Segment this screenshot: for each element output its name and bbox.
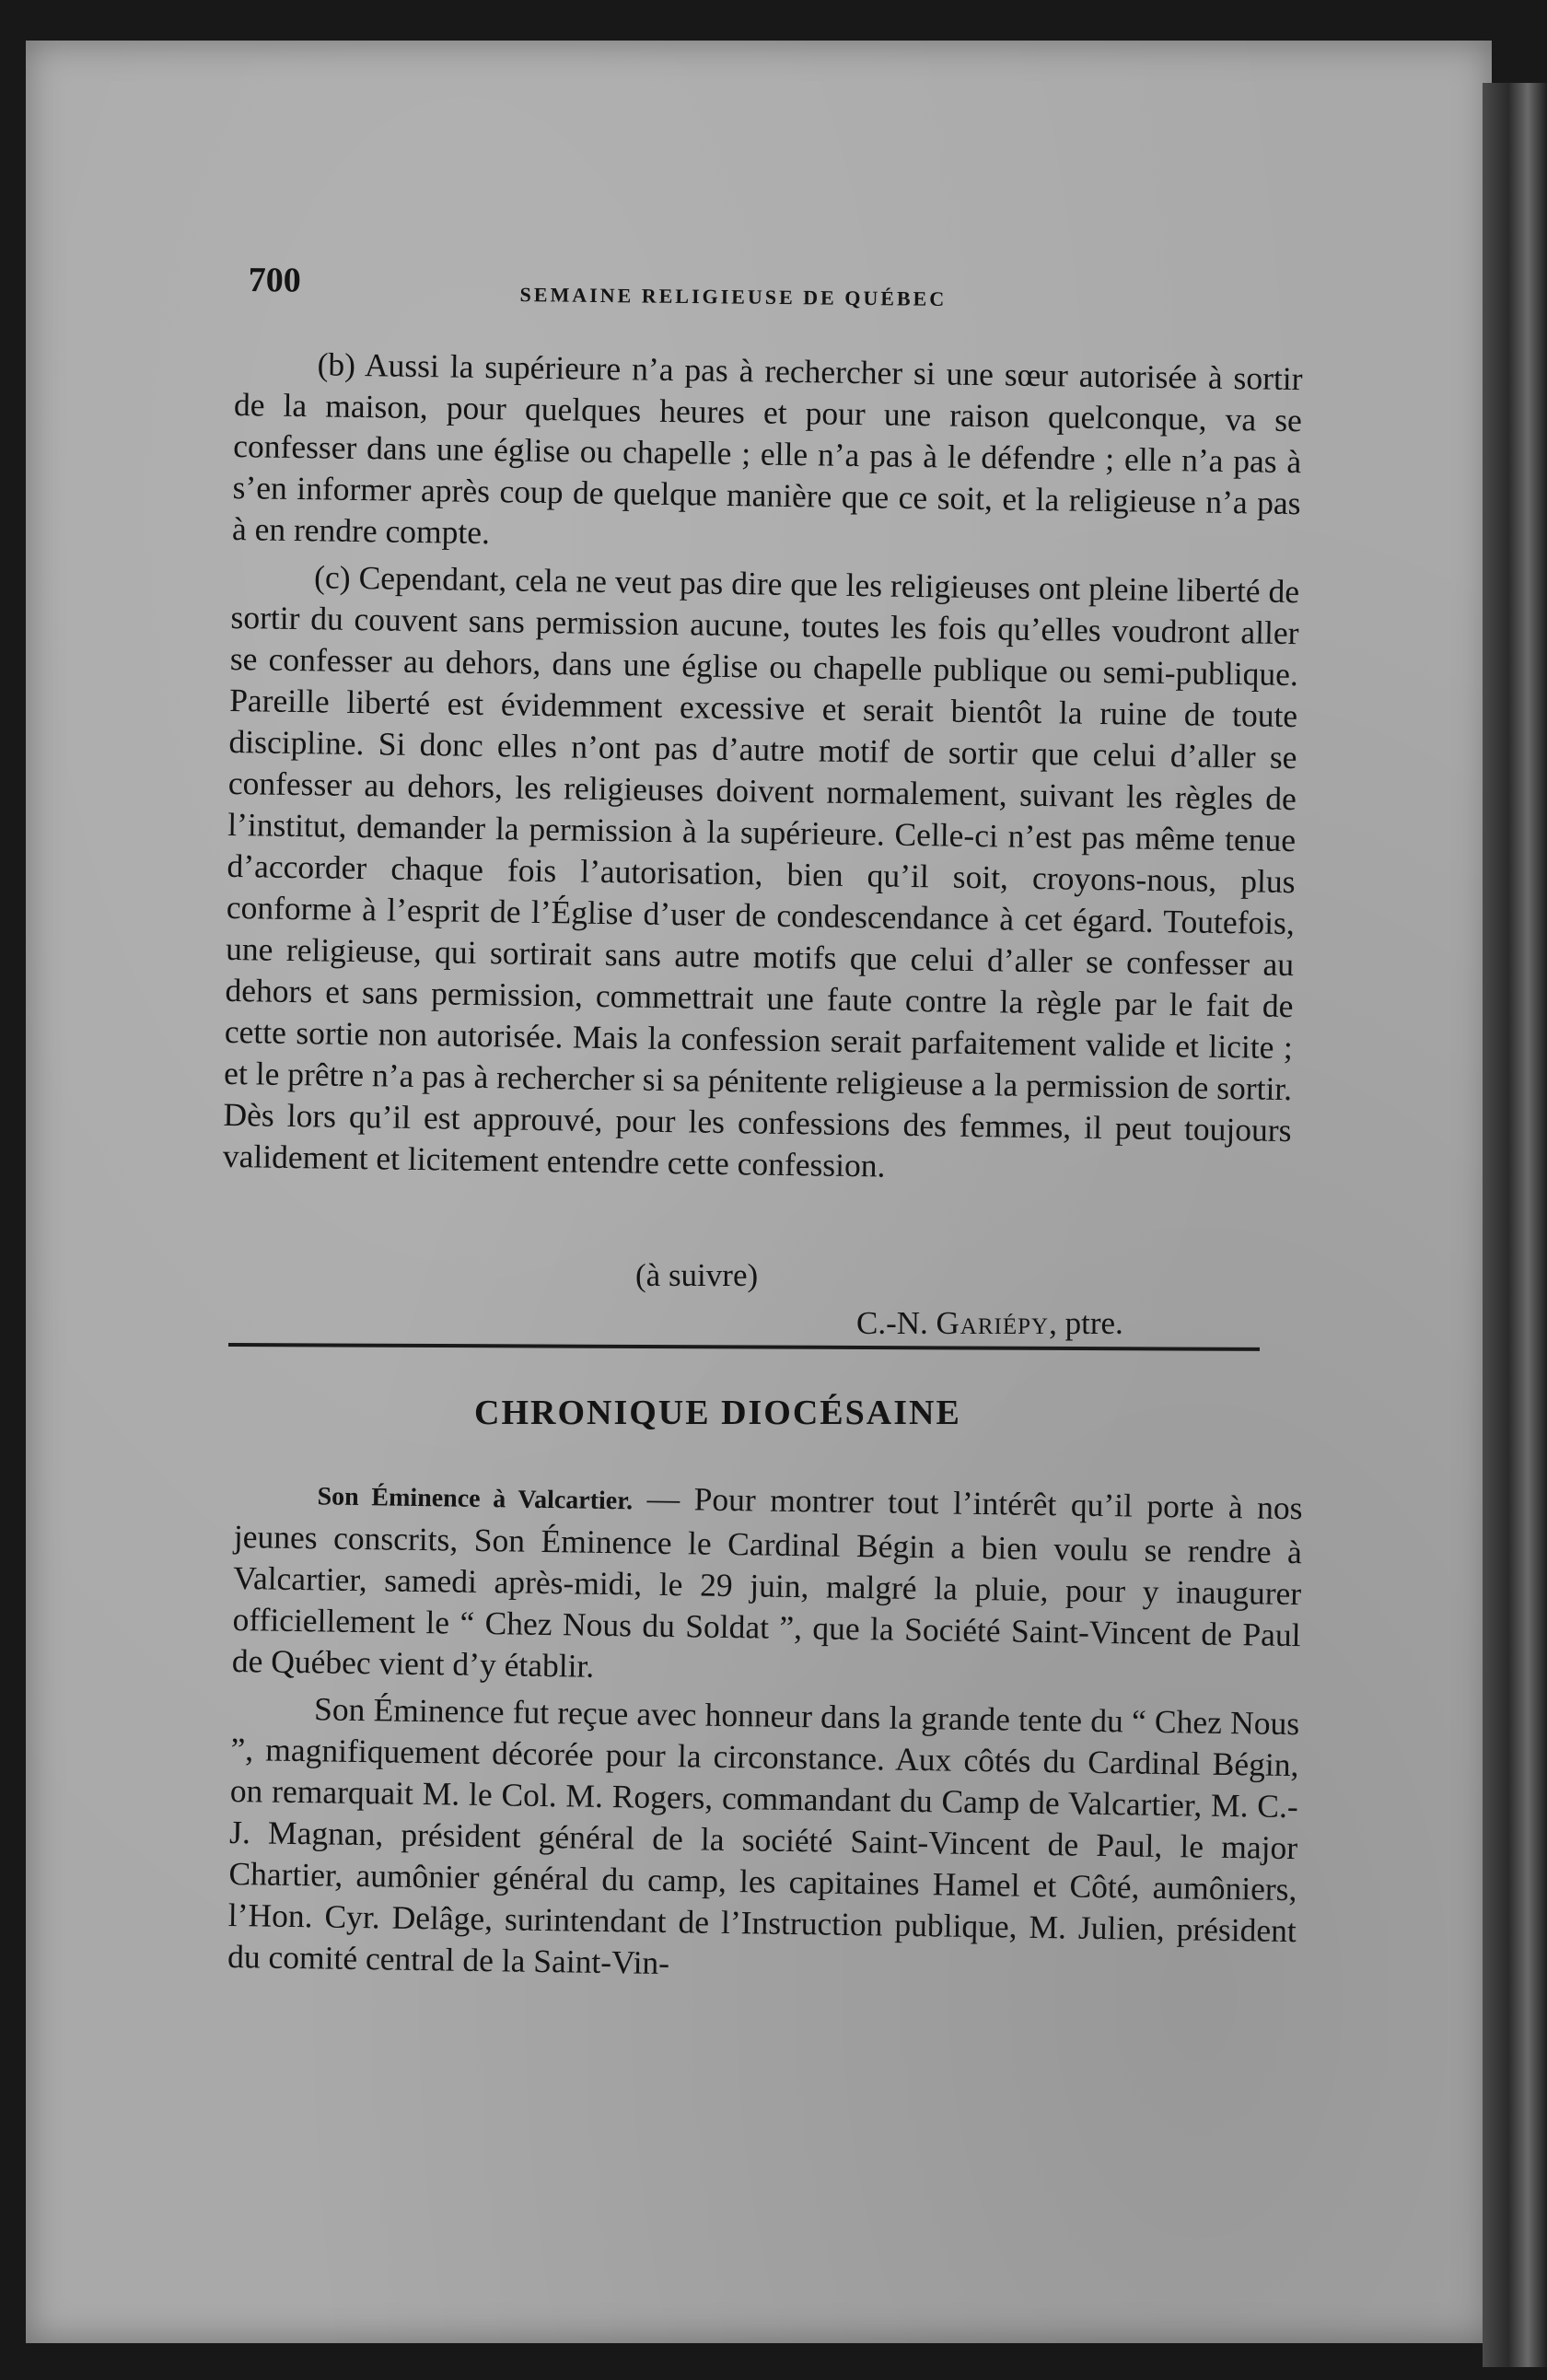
page-number: 700 <box>248 260 301 300</box>
section-title: CHRONIQUE DIOCÉSAINE <box>474 1394 961 1432</box>
paragraph-c: (c) Cependant, cela ne veut pas dire que les religieuses ont pleine liberté de sortir du couvent sans permission aucune, toutes les fois qu’elles voudront aller se confesser au dehors, dans une église ou chapelle publique ou semi-publique. Pareille liberté est évidemment excessive et serait bientôt la ruine de toute discipline. Si donc elles n’ont pas d’autre motif de sortir que celui d’aller se confesser au dehors, les religieuses doivent normalement, suivant les règles de l’institut, demander la permission à la supérieure. Celle-ci n’est pas même tenue d’accorder chaque fois l’autorisation, bien qu’il soit, croyons-nous, plus conforme à l’esprit de l’Église d’user de condescendance à cet égard. Toutefois, une religieuse, qui sortirait sans autre motifs que celui d’aller se confesser au dehors et sans permission, commettrait une faute contre la règle par le fait de cette sortie non autorisée. Mais la confession serait parfaitement valide et licite ; et le prêtre n’a pas à rechercher si sa pénitente religieuse a la permission de sortir. Dès lors qu’il est approuvé, pour les confessions des femmes, il peut toujours validement et licitement entendre cette confession. <box>222 558 1300 1184</box>
author-signature <box>856 1305 1123 1342</box>
chronicle-body <box>227 1472 1303 1999</box>
to-be-continued-note: (à suivre) <box>635 1257 759 1293</box>
chronicle-paragraph-1 <box>232 1472 1303 1698</box>
article-body <box>222 343 1302 1198</box>
signature-prefix: C.-N. <box>856 1305 936 1341</box>
signature-name: Gariépy <box>936 1305 1050 1341</box>
running-head <box>248 260 1280 326</box>
book-spine-edge <box>1483 83 1547 2367</box>
journal-title: SEMAINE RELIGIEUSE DE QUÉBEC <box>519 283 948 310</box>
paragraph-b: (b) Aussi la supérieure n’a pas à rechercher si une sœur autorisée à sortir de la maison, pour quelques heures et pour une raison quelconque, va se confesser dans une église ou chapelle ; elle n’a pas à le défendre ; elle n’a pas à s’en informer après coup de quelque manière que ce soit, et la religieuse n’a pas à en rendre compte. <box>231 345 1303 552</box>
chronicle-lead-title: Son Éminence à Valcartier. <box>317 1482 634 1516</box>
signature-suffix: , ptre. <box>1049 1305 1123 1341</box>
chronicle-paragraph-2: Son Éminence fut reçue avec honneur dans la grande tente du “ Chez Nous ”, magnifiquement décorée pour la circonstance. Aux côtés du Cardinal Bégin, on remarquait M. le Col. M. Rogers, commandant du Camp de Valcartier, M. C.-J. Magnan, président général de la société Saint-Vincent de Paul, le major Chartier, aumônier général du camp, les capitaines Hamel et Côté, aumôniers, l’Hon. Cyr. Delâge, surintendant de l’Instruction publique, M. Julien, président du comité central de la Saint-Vin- <box>227 1690 1300 1982</box>
chronicle-paragraph-1-text: — Pour montrer tout l’intérêt qu’il porte à nos jeunes conscrits, Son Éminence le Cardinal Bégin a bien voulu se rendre à Valcartier, samedi après-midi, le 29 juin, malgré la pluie, pour y inaugurer officiellement le “ Chez Nous du Soldat ”, que la Société Saint-Vincent de Paul de Québec vient d’y établir. <box>231 1479 1303 1685</box>
